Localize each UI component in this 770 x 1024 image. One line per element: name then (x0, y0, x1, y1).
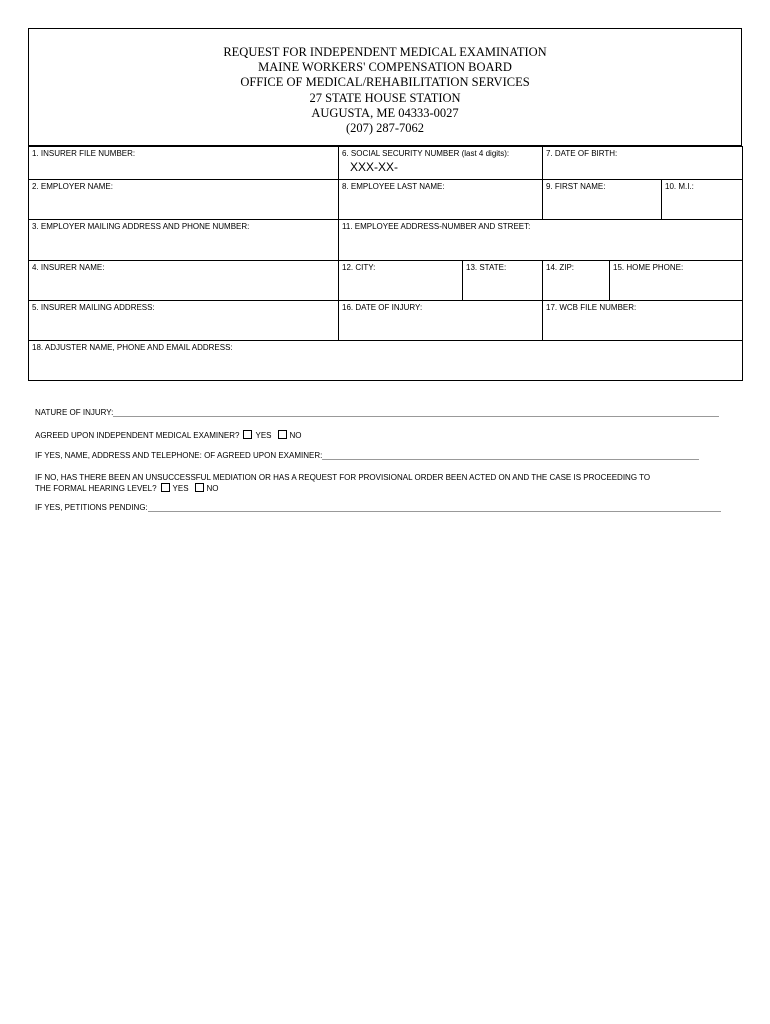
form-header (28, 28, 742, 146)
petitions-pending-label: IF YES, PETITIONS PENDING: (35, 503, 148, 512)
hearing-no-checkbox[interactable] (195, 483, 204, 492)
agreed-examiner-label: AGREED UPON INDEPENDENT MEDICAL EXAMINER? (35, 431, 240, 440)
zip-field[interactable]: 14. ZIP: (546, 263, 575, 272)
first-name-field[interactable]: 9. FIRST NAME: (546, 182, 606, 191)
examiner-info-row[interactable] (35, 451, 699, 460)
formal-hearing-label: THE FORMAL HEARING LEVEL? (35, 484, 157, 493)
form-title: REQUEST FOR INDEPENDENT MEDICAL EXAMINATION (223, 45, 547, 59)
nature-of-injury-row[interactable] (35, 408, 719, 417)
agreed-examiner-row (35, 430, 302, 440)
mediation-question-text: IF NO, HAS THERE BEEN AN UNSUCCESSFUL MEDIATION OR HAS A REQUEST FOR PROVISIONAL ORDER BEEN ACTED ON AND THE CASE IS PROCEEDING TO (35, 473, 651, 482)
hearing-no-label: NO (206, 484, 219, 493)
date-of-birth-field[interactable]: 7. DATE OF BIRTH: (546, 149, 618, 158)
examiner-info-line[interactable] (322, 451, 699, 460)
petitions-pending-row[interactable] (35, 503, 721, 512)
ssn-value: XXX-XX- (350, 160, 399, 174)
yes-checkbox[interactable] (243, 430, 252, 439)
adjuster-field[interactable]: 18. ADJUSTER NAME, PHONE AND EMAIL ADDRESS: (32, 343, 233, 352)
city-field[interactable]: 12. CITY: (342, 263, 376, 272)
employer-address-field[interactable]: 3. EMPLOYER MAILING ADDRESS AND PHONE NUMBER: (32, 222, 250, 231)
hearing-yes-checkbox[interactable] (161, 483, 170, 492)
petitions-pending-line[interactable] (148, 503, 721, 512)
home-phone-field[interactable]: 15. HOME PHONE: (613, 263, 684, 272)
street-address: 27 STATE HOUSE STATION (309, 90, 461, 105)
nature-of-injury-line[interactable] (113, 408, 719, 417)
city-address: AUGUSTA, ME 04333-0027 (311, 105, 459, 120)
nature-of-injury-label: NATURE OF INJURY: (35, 408, 114, 417)
employee-last-name-field[interactable]: 8. EMPLOYEE LAST NAME: (342, 182, 445, 191)
employer-name-field[interactable]: 2. EMPLOYER NAME: (32, 182, 113, 191)
middle-initial-field[interactable]: 10. M.I.: (665, 182, 694, 191)
no-label: NO (289, 431, 302, 440)
phone-number: (207) 287-7062 (345, 121, 425, 136)
wcb-file-number-field[interactable]: 17. WCB FILE NUMBER: (546, 303, 637, 312)
insurer-name-field[interactable]: 4. INSURER NAME: (32, 263, 105, 272)
yes-label: YES (255, 431, 272, 440)
insurer-file-number-field[interactable]: 1. INSURER FILE NUMBER: (32, 149, 136, 158)
ssn-field[interactable]: 6. SOCIAL SECURITY NUMBER (last 4 digits): (342, 149, 510, 158)
date-of-injury-field[interactable]: 16. DATE OF INJURY: (342, 303, 423, 312)
mediation-question (35, 472, 650, 494)
state-field[interactable]: 13. STATE: (466, 263, 507, 272)
insurer-address-field[interactable]: 5. INSURER MAILING ADDRESS: (32, 303, 155, 312)
office-name: OFFICE OF MEDICAL/REHABILITATION SERVICES (240, 75, 530, 90)
employee-address-field[interactable]: 11. EMPLOYEE ADDRESS-NUMBER AND STREET: (342, 222, 531, 231)
hearing-yes-label: YES (172, 484, 189, 493)
examiner-info-label: IF YES, NAME, ADDRESS AND TELEPHONE: OF AGREED UPON EXAMINER: (35, 451, 323, 460)
form-grid (28, 146, 743, 381)
no-checkbox[interactable] (278, 430, 287, 439)
board-name: MAINE WORKERS' COMPENSATION BOARD (258, 60, 512, 75)
